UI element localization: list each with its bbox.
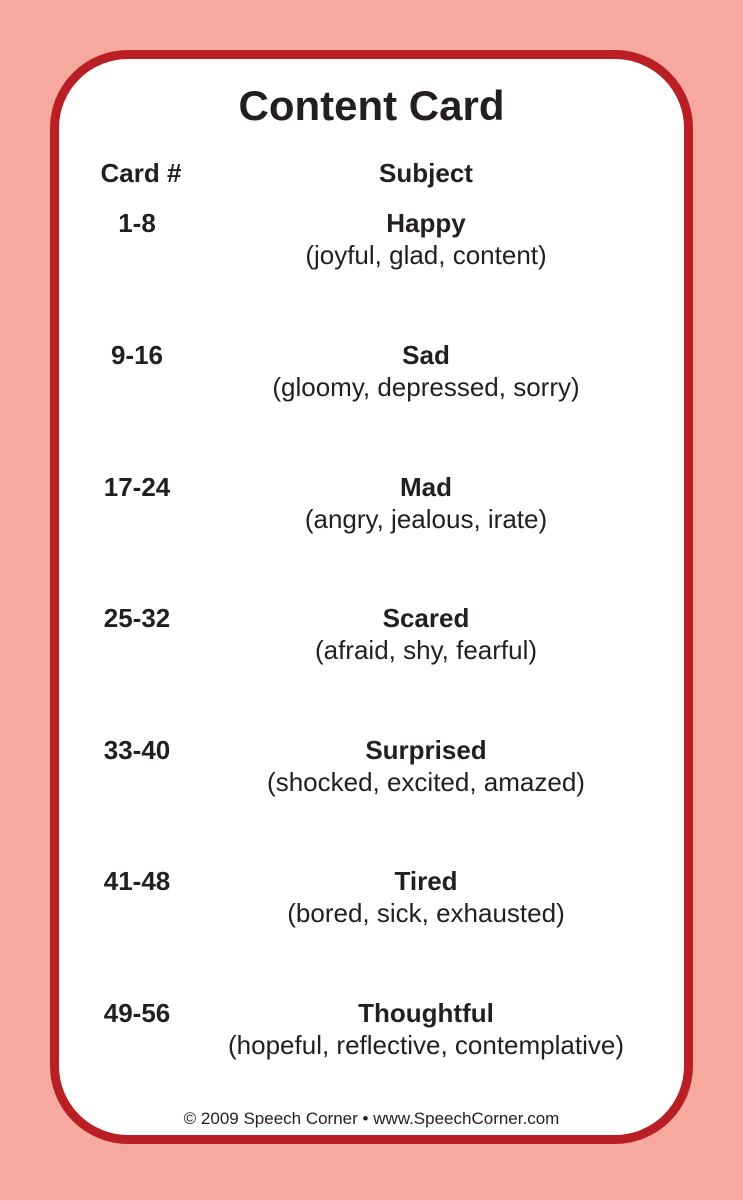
table-row [0,340,743,420]
card-range: 25-32 [103,603,171,633]
table-row [0,472,743,552]
table-row [0,735,743,815]
subject-label: Happy [386,208,466,238]
card-title: Content Card [238,82,505,129]
card-range: 9-16 [110,340,164,370]
card-range: 49-56 [103,998,171,1028]
subject-label: Mad [400,472,452,502]
card-range: 17-24 [103,472,171,502]
card-range: 33-40 [103,735,171,765]
card-range: 41-48 [103,866,171,896]
subject-synonyms: (gloomy, depressed, sorry) [272,372,580,402]
subject-label: Sad [402,340,450,370]
subject-synonyms: (bored, sick, exhausted) [287,898,565,928]
card-number-header: Card # [100,158,182,188]
subject-synonyms: (afraid, shy, fearful) [314,635,538,665]
subject-synonyms: (hopeful, reflective, contemplative) [228,1030,624,1060]
subject-label: Tired [394,866,458,896]
subject-label: Surprised [365,735,487,765]
table-row [0,998,743,1078]
subject-label: Scared [382,603,470,633]
subject-synonyms: (angry, jealous, irate) [304,504,548,534]
table-row [0,866,743,946]
subject-synonyms: (joyful, glad, content) [305,240,547,270]
card-range: 1-8 [118,208,156,238]
table-row [0,208,743,288]
subject-synonyms: (shocked, excited, amazed) [267,767,585,797]
table-row [0,603,743,683]
subject-header: Subject [379,158,473,188]
subject-label: Thoughtful [358,998,494,1028]
copyright-footer: © 2009 Speech Corner • www.SpeechCorner.com [183,1109,560,1128]
